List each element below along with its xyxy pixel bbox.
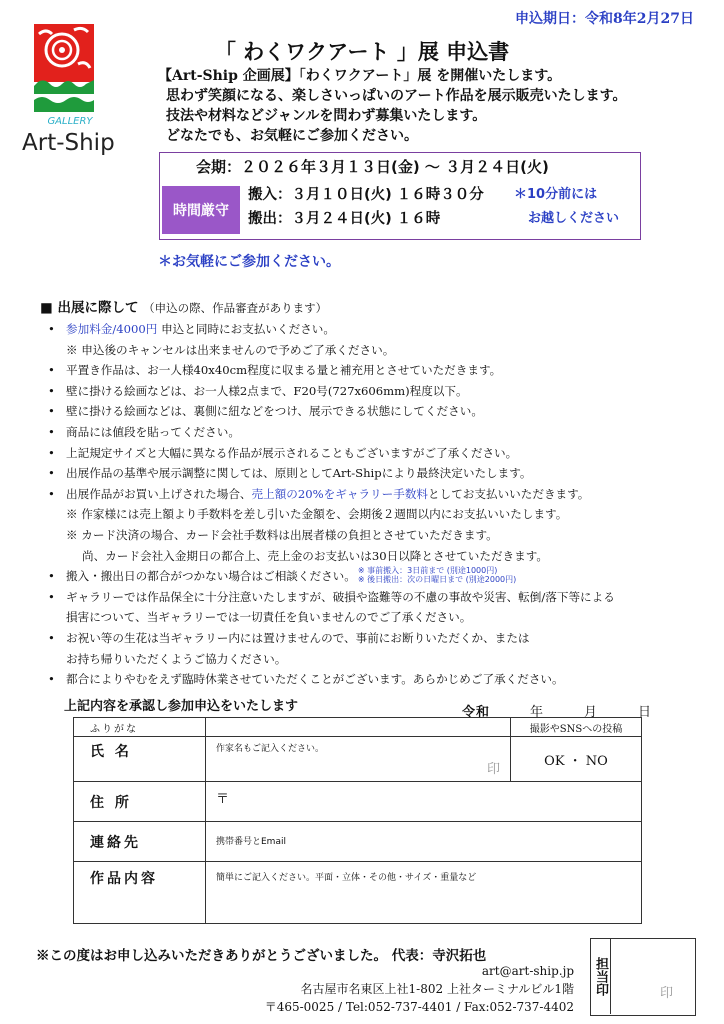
rule-text: お持ち帰りいただくようご協力ください。 <box>66 651 287 666</box>
year-label: 年 <box>530 705 545 720</box>
day-label: 日 <box>638 705 653 720</box>
intro-line: 【Art-Ship 企画展】「わくワクアート」展 を開催いたします。 <box>158 68 562 84</box>
contact-label: 連絡先 <box>74 822 206 862</box>
arrival-note-line: ＊10分前には <box>514 187 598 202</box>
move-out-time: 搬出：３月２４日(火) １６時 <box>248 211 441 227</box>
casual-note: ＊お気軽にご参加ください。 <box>158 254 340 270</box>
period-label: 会期：２０２６年３月１３日(金) 〜 ３月２４日(火) <box>196 158 549 176</box>
section-title: ■ 出展に際して <box>40 300 139 316</box>
name-label: 氏 名 <box>74 737 206 782</box>
name-field[interactable] <box>206 737 511 782</box>
rule-text: 平置き作品は、お一人様40x40cm程度に収まる量と補充用とさせていただきます。 <box>66 363 502 378</box>
section-heading <box>40 296 327 316</box>
logo-gallery-text: GALLERY <box>47 116 93 127</box>
list-item: • お祝い等の生花は当ギャラリー内には置けませんので、事前にお断りいただくか、または <box>48 630 530 645</box>
list-item <box>48 649 720 670</box>
intro-text <box>158 66 627 146</box>
rule-text: ギャラリーでは作品保全に十分注意いたしますが、破損や盗難等の不慮の事故や災害、転倒/落下等による <box>66 589 615 604</box>
arrival-note <box>514 183 619 231</box>
list-item: • 平置き作品は、お一人様40x40cm程度に収まる量と補充用とさせていただきます。 <box>48 363 502 378</box>
furigana-label: ふりがな <box>74 718 206 737</box>
rule-text: 出展作品がお買い上げされた場合、 <box>66 486 252 501</box>
ok-no-choice[interactable]: OK ・ NO <box>511 737 642 782</box>
postal-mark: 〒 <box>216 792 230 807</box>
rule-text: 商品には値段を貼ってください。 <box>66 424 240 439</box>
list-item: • 都合によりやむをえず臨時休業させていただくことがございます。あらかじめご了承ください。 <box>48 672 564 687</box>
work-field[interactable] <box>206 862 642 924</box>
commission-text: 売上額の20%をギャラリー手数料 <box>251 486 429 501</box>
list-item <box>48 340 720 361</box>
rule-note: ※ 作家様には売上額より手数料を差し引いた金額を、会期後２週間以内にお支払いいたします。 <box>66 507 568 522</box>
list-item: • 出展作品がお買い上げされた場合、売上額の20%をギャラリー手数料としてお支払いいただきます。 <box>48 486 590 501</box>
seal-mark: 印 <box>486 762 500 777</box>
rule-note: ※ 申込後のキャンセルは出来ませんので予めご了承ください。 <box>66 342 395 357</box>
list-item <box>48 504 720 525</box>
furigana-field[interactable] <box>206 718 511 737</box>
thanks-message: ※この度はお申し込みいただきありがとうございました。 代表：寺沢拓也 <box>36 948 487 964</box>
rule-text: としてお支払いいただきます。 <box>428 486 590 501</box>
list-item: • 商品には値段を貼ってください。 <box>48 424 240 439</box>
list-item: • 出展作品の基準や展示調整に関しては、原則としてArt-Shipにより最終決定いたします。 <box>48 466 532 481</box>
intro-line: 技法や材料などジャンルを問わず募集いたします。 <box>166 108 487 124</box>
rule-text: 上記規定サイズと大幅に異なる作品が展示されることもございますがご了承ください。 <box>66 445 518 460</box>
work-hint: 簡単にご記入ください。平面・立体・その他・サイズ・重量など <box>216 873 477 883</box>
rule-text: 申込と同時にお支払いください。 <box>157 322 335 336</box>
rule-text: 損害について、当ギャラリーでは一切責任を負いませんのでご了承ください。 <box>66 610 472 625</box>
list-item: • 参加料金/4000円 申込と同時にお支払いください。 <box>48 322 335 336</box>
intro-line: どなたでも、お気軽にご参加ください。 <box>166 128 418 144</box>
arrival-note-line: お越しください <box>528 211 620 226</box>
logo-name: Art-Ship <box>22 130 115 156</box>
rule-text: お祝い等の生花は当ギャラリー内には置けませんので、事前にお断りいただくか、または <box>66 630 530 645</box>
rule-text: 都合によりやむをえず臨時休業させていただくことがございます。あらかじめご了承ください。 <box>66 672 564 687</box>
list-item: • 壁に掛ける絵画などは、お一人様2点まで、F20号(727x606mm)程度以下。 <box>48 383 468 398</box>
list-item <box>48 546 720 567</box>
move-note: ※ 事前搬入：3日前まで (別途1000円) <box>357 566 498 576</box>
rule-note: ※ カード決済の場合、カード会社手数料は出展者様の負担とさせていただきます。 <box>66 527 498 542</box>
staff-seal-mark: 印 <box>659 986 673 1001</box>
month-label: 月 <box>584 705 599 720</box>
contact-field[interactable] <box>206 822 642 862</box>
rule-note: 尚、カード会社入金期日の都合上、売上金のお支払いは30日以降とさせていただきます。 <box>82 548 548 563</box>
list-item <box>48 607 720 628</box>
fee-text: 参加料金/4000円 <box>66 322 158 336</box>
staff-label: 担当印 <box>590 938 611 1014</box>
time-strict-badge: 時間厳守 <box>162 186 240 234</box>
move-note: ※ 後日搬出：次の日曜日まで (別途2000円) <box>357 575 517 585</box>
move-in-time: 搬入：３月１０日(火) １６時３０分 <box>248 187 484 203</box>
name-hint: 作家名もご記入ください。 <box>216 744 325 754</box>
rule-text: 壁に掛ける絵画などは、お一人様2点まで、F20号(727x606mm)程度以下。 <box>66 383 468 398</box>
deadline: 申込期日：令和8年2月27日 <box>515 11 694 27</box>
form-heading: 上記内容を承認し参加申込をいたします <box>64 699 299 714</box>
list-item <box>48 525 720 546</box>
rules-list <box>48 319 720 690</box>
rule-text: 壁に掛ける絵画などは、裏側に紐などをつけ、展示できる状態にしてください。 <box>66 404 483 419</box>
intro-line: 思わず笑顔になる、楽しさいっぱいのアート作品を展示販売いたします。 <box>166 88 627 104</box>
list-item: • 壁に掛ける絵画などは、裏側に紐などをつけ、展示できる状態にしてください。 <box>48 404 483 419</box>
rule-text: 出展作品の基準や展示調整に関しては、原則としてArt-Shipにより最終決定いたします。 <box>66 466 532 481</box>
list-item: • 上記規定サイズと大幅に異なる作品が展示されることもございますがご了承ください。 <box>48 445 518 460</box>
era-label: 令和 <box>462 705 491 720</box>
email[interactable]: art@art-ship.jp <box>481 964 574 978</box>
list-item: • 搬入・搬出日の都合がつかない場合はご相談ください。 ※ 事前搬入：3日前まで (別途1000円) ※ 後日搬出：次の日曜日まで (別途2000円) <box>48 566 517 585</box>
phone-fax: 〒465-0025 / Tel:052-737-4401 / Fax:052-737-4402 <box>264 1000 574 1014</box>
work-label: 作品内容 <box>74 862 206 924</box>
address-label: 住 所 <box>74 782 206 822</box>
photo-consent-label: 撮影やSNSへの投稿 <box>511 718 642 737</box>
section-subtitle: （申込の際、作品審査があります） <box>143 301 328 315</box>
move-notes <box>358 566 516 584</box>
list-item: • ギャラリーでは作品保全に十分注意いたしますが、破損や盗難等の不慮の事故や災害、転倒/落下等による <box>48 589 615 604</box>
page-title: 「 わくワクアート 」展 申込書 <box>214 39 510 64</box>
contact-hint: 携帯番号とEmail <box>216 837 286 847</box>
address-field[interactable] <box>206 782 642 822</box>
application-form <box>73 717 642 924</box>
contact-info <box>265 962 574 1016</box>
rule-text: 搬入・搬出日の都合がつかない場合はご相談ください。 <box>66 569 356 584</box>
address: 名古屋市名東区上社1-802 上社ターミナルビル1階 <box>300 982 574 996</box>
